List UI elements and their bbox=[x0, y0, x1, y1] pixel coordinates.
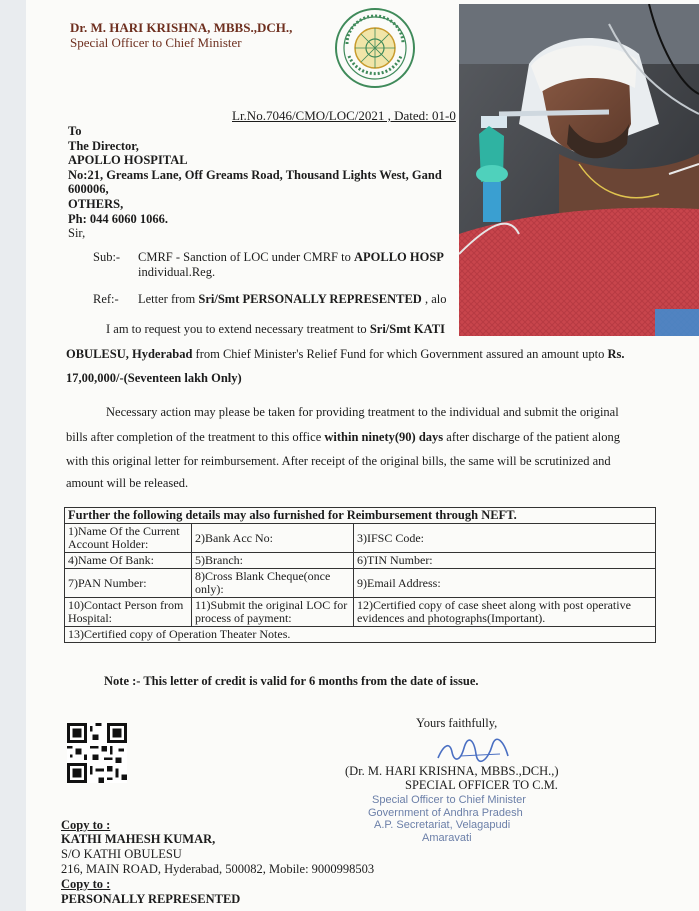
address-line-3: No:21, Greams Lane, Off Greams Road, Thousand Lights West, Gand bbox=[68, 167, 442, 182]
table-row bbox=[65, 569, 656, 598]
paragraph1-line1 bbox=[106, 322, 445, 337]
table-row bbox=[65, 627, 656, 643]
table-cell: 5)Branch: bbox=[192, 553, 354, 569]
table-cell: 4)Name Of Bank: bbox=[65, 553, 192, 569]
subject-text-bold: APOLLO HOSP bbox=[354, 250, 444, 264]
paragraph2-line2-pre: bills after completion of the treatment to this office bbox=[66, 430, 325, 444]
officer-role: Special Officer to Chief Minister bbox=[70, 35, 242, 50]
reference-text-bold: Sri/Smt PERSONALLY REPRESENTED bbox=[198, 292, 422, 306]
table-row bbox=[65, 524, 656, 553]
table-cell: 11)Submit the original LOC for process of payment: bbox=[192, 598, 354, 627]
table-cell: 12)Certified copy of case sheet along with post operative evidences and photographs(Important). bbox=[354, 598, 656, 627]
signatory-name: (Dr. M. HARI KRISHNA, MBBS.,DCH.,) bbox=[345, 764, 559, 778]
paragraph2-line2-post: after discharge of the patient along bbox=[443, 430, 620, 444]
subject-text-line2: individual.Reg. bbox=[138, 265, 216, 279]
copy-to-relation: S/O KATHI OBULESU bbox=[61, 847, 182, 861]
recipient-address bbox=[68, 124, 442, 241]
reference-label: Ref:- bbox=[93, 292, 119, 306]
paragraph1-pre: I am to request you to extend necessary treatment to bbox=[106, 322, 370, 336]
paragraph1-bold: Sri/Smt KATI bbox=[369, 322, 445, 336]
table-cell: 1)Name Of the Current Account Holder: bbox=[65, 524, 192, 553]
neft-table-heading: Further the following details may also furnished for Reimbursement through NEFT. bbox=[65, 508, 656, 524]
reference-text-pre: Letter from bbox=[138, 292, 199, 306]
reference-text bbox=[138, 292, 446, 307]
salutation: Sir, bbox=[68, 226, 86, 241]
neft-details-table bbox=[64, 507, 656, 643]
table-cell: 13)Certified copy of Operation Theater Notes. bbox=[65, 627, 656, 643]
table-cell: 7)PAN Number: bbox=[65, 569, 192, 598]
paragraph2-line2 bbox=[66, 430, 620, 445]
address-line-1: The Director, bbox=[68, 138, 139, 153]
letter-reference-number: Lr.No.7046/CMO/LOC/2021 , Dated: 01-0 bbox=[232, 108, 456, 123]
table-cell: 2)Bank Acc No: bbox=[192, 524, 354, 553]
table-cell: 9)Email Address: bbox=[354, 569, 656, 598]
table-cell: 3)IFSC Code: bbox=[354, 524, 656, 553]
paragraph1-line2 bbox=[66, 347, 624, 362]
table-row bbox=[65, 553, 656, 569]
reference-text-post: , alo bbox=[421, 292, 447, 306]
copy-to-label-2: Copy to : bbox=[61, 877, 111, 891]
paragraph2-line3: with this original letter for reimbursement. After receipt of the original bills, the same will be scrutinized and bbox=[66, 454, 611, 468]
stamp-line-1: Special Officer to Chief Minister bbox=[372, 794, 526, 806]
address-line-4: 600006, bbox=[68, 182, 109, 197]
paragraph1-line2-bold: OBULESU, Hyderabad bbox=[66, 347, 193, 361]
table-cell: 6)TIN Number: bbox=[354, 553, 656, 569]
paragraph1-line3: 17,00,000/-(Seventeen lakh Only) bbox=[66, 371, 242, 385]
address-line-5: OTHERS, bbox=[68, 196, 124, 211]
address-phone: Ph: 044 6060 1066. bbox=[68, 211, 168, 226]
closing-text: Yours faithfully, bbox=[416, 716, 498, 730]
qr-code-icon bbox=[67, 723, 127, 783]
table-cell: 10)Contact Person from Hospital: bbox=[65, 598, 192, 627]
signatory-role: SPECIAL OFFICER TO C.M. bbox=[405, 778, 558, 792]
signature-icon bbox=[430, 736, 520, 766]
official-stamp bbox=[360, 794, 526, 844]
paragraph2-line1: Necessary action may please be taken for providing treatment to the individual and submit the original bbox=[106, 405, 619, 419]
paragraph2-line2-bold: within ninety(90) days bbox=[324, 430, 444, 444]
patient-photo bbox=[459, 4, 699, 336]
validity-note: Note :- This letter of credit is valid for 6 months from the date of issue. bbox=[104, 674, 479, 688]
copy-to-address: 216, MAIN ROAD, Hyderabad, 500082, Mobile: 9000998503 bbox=[61, 862, 375, 876]
officer-name: Dr. M. HARI KRISHNA, MBBS.,DCH., bbox=[70, 20, 293, 35]
paragraph1-line2-post: from Chief Minister's Relief Fund for which Government assured an amount upto bbox=[192, 347, 608, 361]
table-cell: 8)Cross Blank Cheque(once only): bbox=[192, 569, 354, 598]
subject-text-pre: CMRF - Sanction of LOC under CMRF to bbox=[138, 250, 354, 264]
address-line-2: APOLLO HOSPITAL bbox=[68, 153, 188, 168]
stamp-line-4: Amaravati bbox=[422, 831, 472, 844]
stamp-line-3: A.P. Secretariat, Velagapudi bbox=[374, 819, 511, 831]
copy-to-name: KATHI MAHESH KUMAR, bbox=[61, 832, 216, 846]
subject-text bbox=[138, 250, 444, 280]
paragraph2-line4: amount will be released. bbox=[66, 476, 189, 490]
copy-to-label-1: Copy to : bbox=[61, 818, 111, 832]
stamp-line-2: Government of Andhra Pradesh bbox=[368, 806, 523, 819]
copy-to-recipient-2: PERSONALLY REPRESENTED bbox=[61, 892, 241, 906]
government-seal-icon bbox=[333, 6, 417, 90]
table-row bbox=[65, 598, 656, 627]
address-to: To bbox=[68, 124, 82, 138]
subject-label: Sub:- bbox=[93, 250, 121, 264]
paragraph1-amount-prefix: Rs. bbox=[607, 347, 625, 361]
